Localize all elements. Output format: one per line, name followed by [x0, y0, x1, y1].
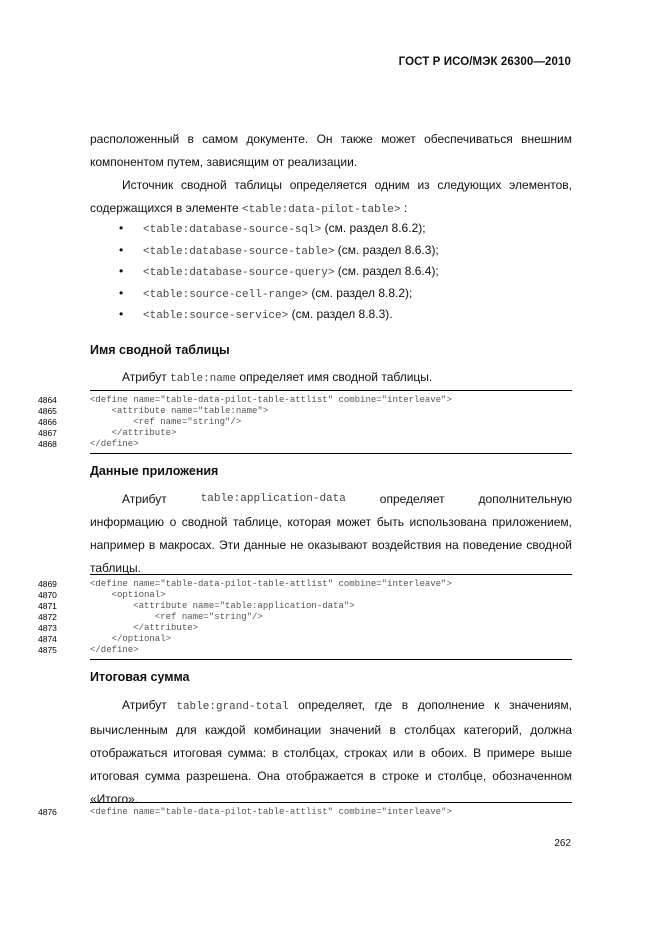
list-item: [90, 240, 572, 262]
list-item-code: <table:database-source-sql>: [143, 224, 322, 236]
code-line: [38, 601, 572, 612]
line-number: 4867: [38, 428, 57, 438]
line-number: 4874: [38, 634, 57, 644]
line-number: 4872: [38, 612, 57, 622]
list-item-ref: (см. раздел 8.6.2);: [321, 221, 426, 235]
code-text: <ref name="string"/>: [90, 417, 242, 427]
code-text: </attribute>: [90, 623, 199, 633]
code-text: <attribute name="table:name">: [90, 406, 269, 416]
bullet-icon: •: [119, 307, 124, 322]
app-word-defines: определяет: [379, 492, 445, 506]
list-item-ref: (см. раздел 8.8.2);: [308, 285, 413, 300]
list-item: [90, 218, 572, 240]
line-number: 4869: [38, 579, 57, 589]
code-text: </define>: [90, 439, 139, 449]
name-text-after: определяет имя сводной таблицы.: [236, 370, 433, 384]
name-text-before: Атрибут: [122, 370, 171, 384]
code-text: <attribute name="table:application-data">: [90, 601, 355, 611]
source-intro-end: :: [400, 201, 408, 215]
line-number: 4870: [38, 590, 57, 600]
pilot-table-element-code: <table:data-pilot-table>: [242, 204, 401, 216]
app-data-paragraph: информацию о сводной таблице, которая может быть использована приложением, например в макросах. Эти данные не оказывают воздействия на поведение сводной таблицы.: [90, 515, 572, 575]
source-intro-paragraph: [90, 174, 572, 222]
bullet-icon: •: [119, 242, 124, 257]
grand-total-paragraph: [90, 694, 572, 811]
code-text: <define name="table-data-pilot-table-attlist" combine="interleave">: [90, 579, 452, 589]
grand-total-text-before: Атрибут: [122, 698, 177, 712]
source-element-list: [90, 218, 572, 326]
section-heading-grand-total: Итоговая сумма: [90, 670, 190, 684]
code-line: [38, 417, 572, 428]
list-item-code: <table:source-service>: [143, 310, 289, 323]
line-number: 4866: [38, 417, 57, 427]
code-text: </define>: [90, 645, 139, 655]
list-item-code: <table:source-cell-range>: [143, 288, 309, 301]
grand-total-attribute-code: table:grand-total: [176, 701, 289, 713]
app-data-attribute-code: table:application-data: [200, 493, 346, 505]
code-line: [38, 395, 572, 406]
code-line: [38, 439, 572, 450]
source-intro-text: Источник сводной таблицы определяется одним из следующих элементов, содержащихся в элементе: [90, 178, 572, 215]
code-text: <define name="table-data-pilot-table-attlist" combine="interleave">: [90, 395, 452, 405]
line-number: 4871: [38, 601, 57, 611]
line-number: 4875: [38, 645, 57, 655]
bullet-icon: •: [119, 264, 124, 279]
name-attribute-paragraph: [90, 366, 572, 391]
code-listing-app-data: [38, 574, 572, 660]
list-item: [90, 304, 572, 326]
app-data-first-line: [90, 488, 572, 511]
grand-total-text-after: определяет, где в дополнение к значениям, вычисленным для каждой комбинации значений в столбцах категорий, должна отображаться итоговая сумма: в столбцах, строках или в обоих. В примере выше итоговая сумма разрешена. Она отображается в строке и столбце, обозначенном «Итого».: [90, 698, 572, 806]
list-item-ref: (см. раздел 8.6.3);: [334, 242, 439, 257]
list-item-ref: (см. раздел 8.8.3).: [288, 307, 393, 322]
standard-header: ГОСТ Р ИСО/МЭК 26300—2010: [398, 56, 571, 68]
code-line: [38, 807, 572, 818]
list-item-ref: (см. раздел 8.6.4);: [334, 264, 439, 279]
line-number: 4864: [38, 395, 57, 405]
code-line: [38, 645, 572, 656]
code-text: <optional>: [90, 590, 166, 600]
list-item: [90, 283, 572, 305]
app-word-attribute: Атрибут: [122, 492, 167, 506]
code-line: [38, 428, 572, 439]
line-number: 4865: [38, 406, 57, 416]
section-heading-name: Имя сводной таблицы: [90, 343, 230, 357]
app-word-additional: дополнительную: [478, 492, 572, 506]
code-text: </optional>: [90, 634, 172, 644]
line-number: 4868: [38, 439, 57, 449]
code-line: [38, 612, 572, 623]
line-number: 4876: [38, 807, 57, 817]
code-text: </attribute>: [90, 428, 177, 438]
code-listing-grand-total: [38, 802, 572, 818]
page-number: 262: [554, 838, 571, 849]
list-item-code: <table:database-source-query>: [143, 267, 335, 280]
code-line: [38, 590, 572, 601]
list-item-code: <table:database-source-table>: [143, 245, 335, 258]
code-line: [38, 579, 572, 590]
code-text: <ref name="string"/>: [90, 612, 263, 622]
section-heading-app-data: Данные приложения: [90, 464, 219, 478]
code-text: <define name="table-data-pilot-table-attlist" combine="interleave">: [90, 807, 452, 817]
bullet-icon: •: [119, 221, 124, 235]
code-line: [38, 623, 572, 634]
bullet-icon: •: [119, 285, 124, 300]
code-line: [38, 634, 572, 645]
code-line: [38, 406, 572, 417]
list-item: [90, 261, 572, 283]
line-number: 4873: [38, 623, 57, 633]
code-listing-name: [38, 390, 572, 454]
name-attribute-code: table:name: [170, 373, 237, 385]
intro-paragraph: расположенный в самом документе. Он также может обеспечиваться внешним компонентом путем, зависящим от реализации.: [90, 132, 572, 169]
